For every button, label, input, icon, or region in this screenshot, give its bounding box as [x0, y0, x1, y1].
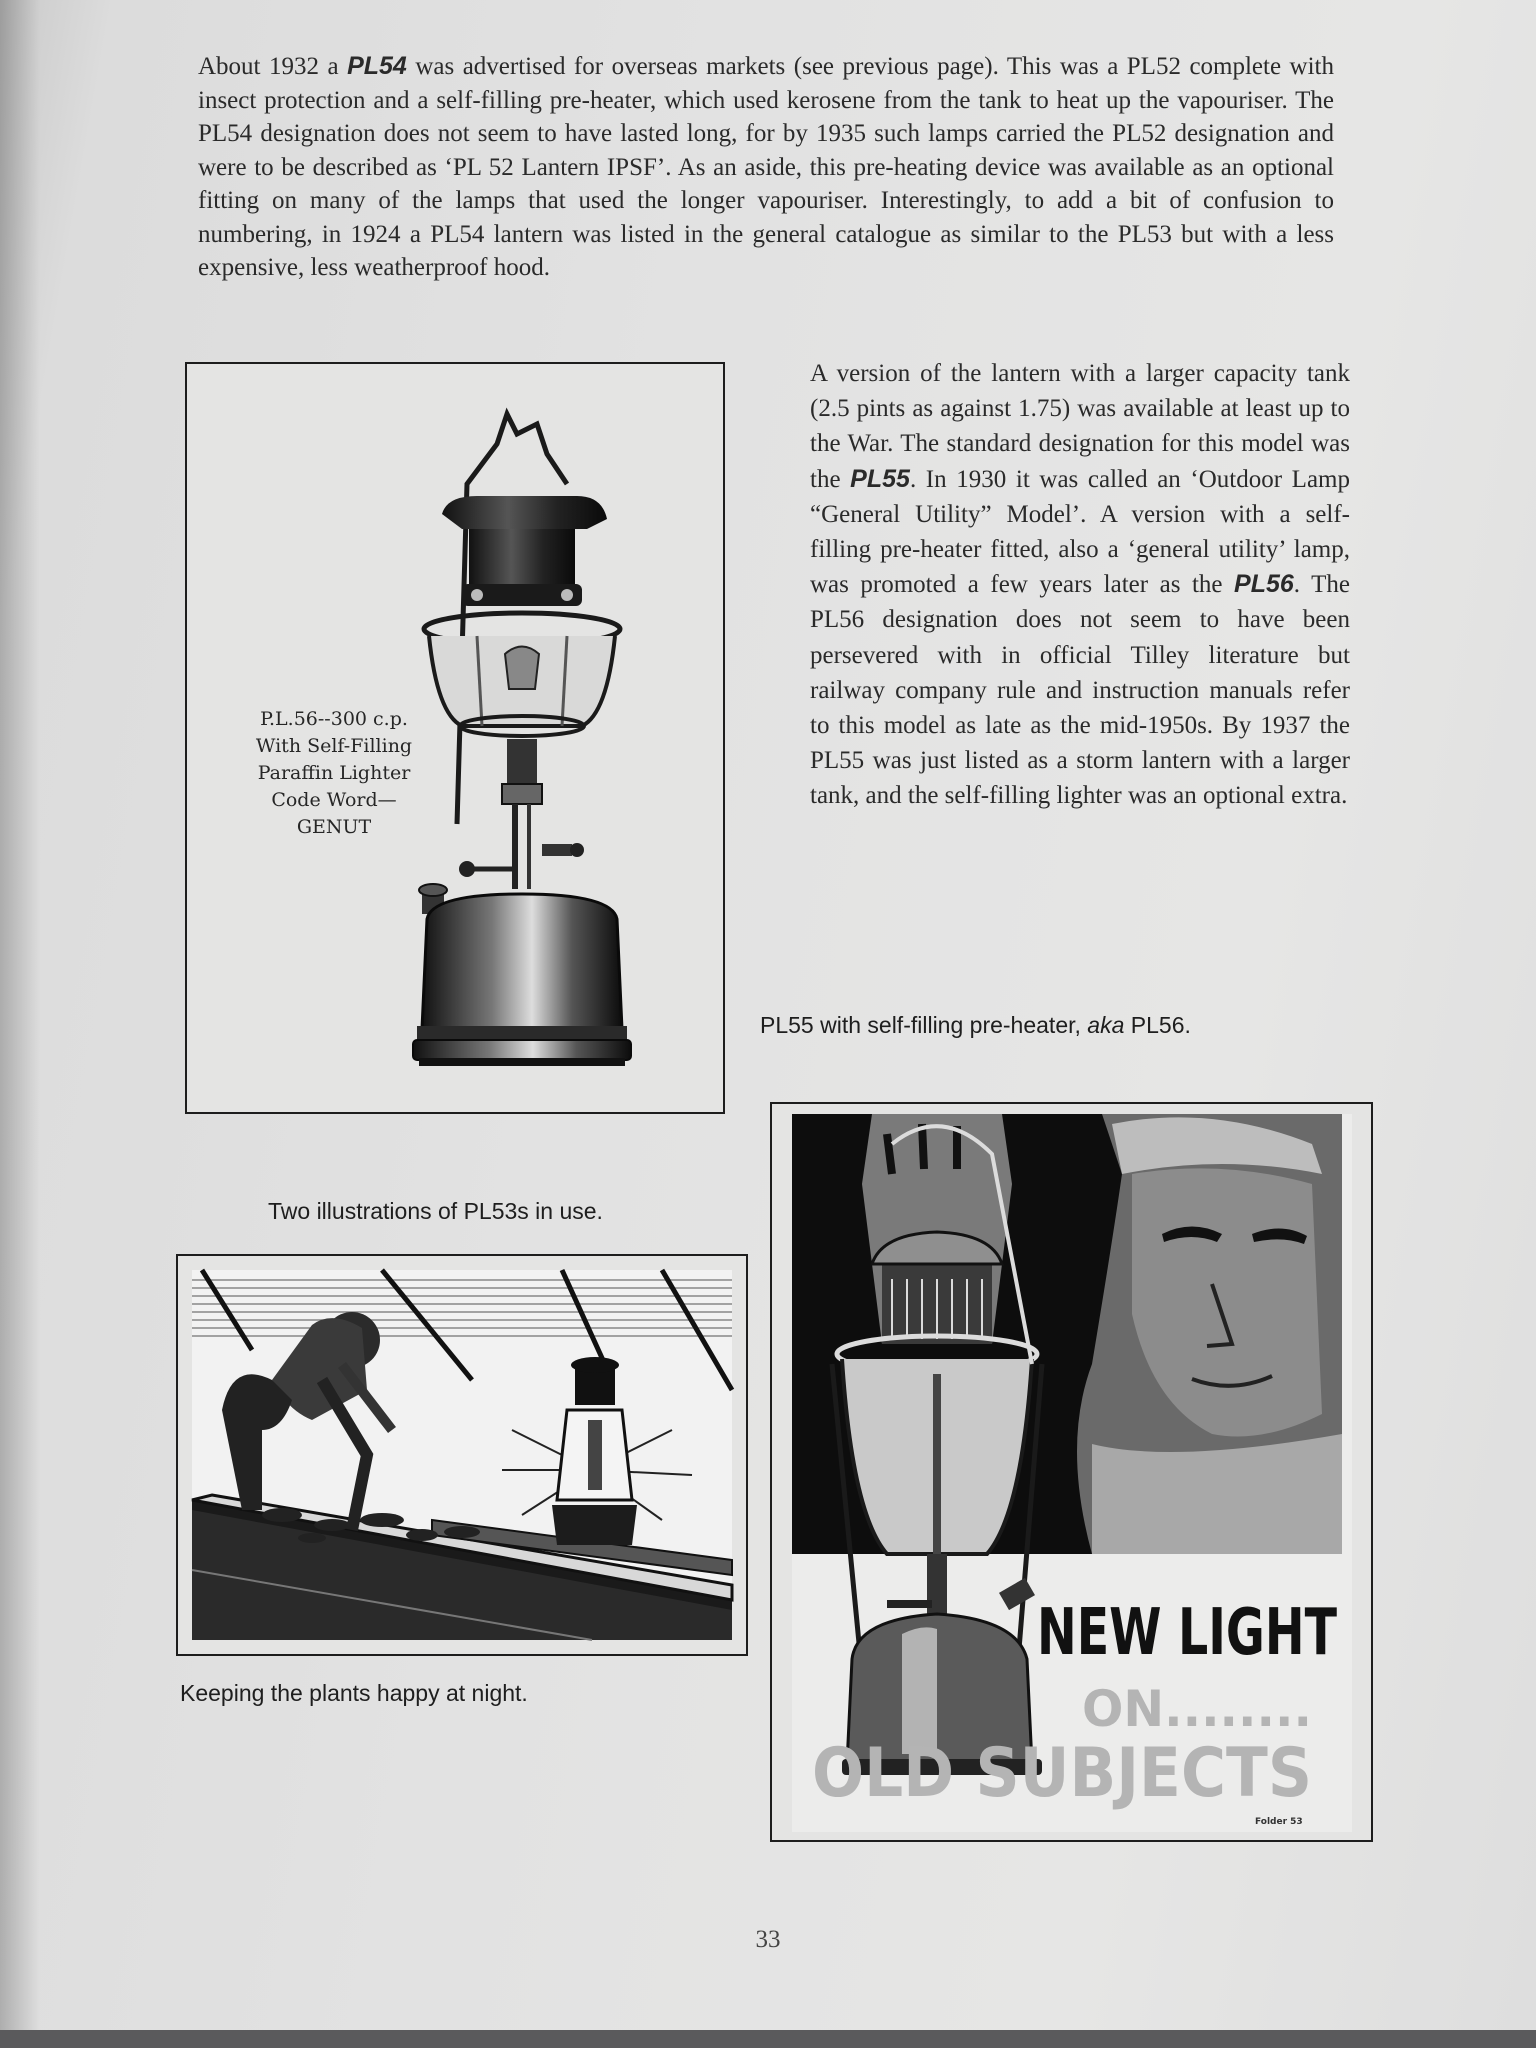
pl55-text-1: A version of the lantern with a larger capacity tank (2.5 pints as against 1.75) was available at least up to the War. The standard designation for this model was the	[810, 360, 1350, 493]
pl55-text-3: . The PL56 designation does not seem to have been persevered with in official Tilley literature but railway company rule and instruction manuals refer to this model as late as the mid-1950s. By 1937 the PL55 was just listed as a storm lantern with a larger tank, and the self-filling lighter was an optional extra.	[810, 571, 1350, 810]
poster-subjects: OLD SUBJECTS	[812, 1734, 1312, 1813]
ad-line-feature: With Self-Filling	[255, 735, 413, 757]
intro-body: was advertised for overseas markets (see previous page). This was a PL52 complete with insect protection and a self-filling pre-heater, which used kerosene from the tank to heat up the vapouriser. The PL54 designation does not seem to have lasted long, for by 1935 such lamps carried the PL52 designation and were to be described as ‘PL 52 Lantern IPSF’. As an aside, this pre-heating device was available as an optional fitting on many of the lamps that used the longer vapouriser. Interestingly, to add a bit of confusion to numbering, in 1924 a PL54 lantern was listed in the general catalogue as similar to the PL53 but with a less expensive, less weatherproof hood.	[198, 53, 1335, 281]
ad-line-lighter: Paraffin Lighter	[257, 762, 411, 784]
lantern-illustration	[417, 404, 677, 1074]
model-pl55: PL55	[850, 464, 910, 493]
catalogue-ad-box	[185, 362, 725, 1114]
model-pl54: PL54	[347, 52, 407, 80]
catalogue-ad-label	[229, 706, 439, 841]
poster-box	[770, 1102, 1373, 1842]
greenhouse-illustration-box	[176, 1254, 748, 1656]
poster-folder: Folder 53	[1255, 1817, 1303, 1827]
caption-pl55-aka: aka	[1087, 1012, 1125, 1038]
model-pl56: PL56	[1234, 570, 1294, 599]
ad-line-code: Code Word—	[271, 789, 397, 811]
intro-paragraph	[198, 50, 1334, 285]
intro-text: About 1932 a	[198, 53, 339, 80]
greenhouse-illustration	[192, 1270, 732, 1640]
pl55-text-2: . In 1930 it was called an ‘Outdoor Lamp “General Utility” Model’. A version with a self-filling pre-heater fitted, also a ‘general utility’ lamp, was promoted a few years later as the	[810, 465, 1350, 599]
poster-headline: NEW LIGHT	[1037, 1596, 1338, 1670]
caption-pl55-model: PL56.	[1130, 1012, 1191, 1038]
poster-on: ON........	[1082, 1680, 1312, 1738]
ad-line-codeword: GENUT	[296, 816, 372, 838]
ad-line-model: P.L.56--300 c.p.	[260, 708, 408, 730]
caption-pl55	[760, 1012, 1191, 1039]
pl55-paragraph	[810, 356, 1350, 814]
caption-two-illustrations: Two illustrations of PL53s in use.	[268, 1198, 603, 1224]
page-number: 33	[755, 1926, 781, 1953]
poster-illustration	[792, 1114, 1352, 1832]
caption-pl55-text: PL55 with self-filling pre-heater,	[760, 1012, 1081, 1038]
caption-plants: Keeping the plants happy at night.	[180, 1680, 528, 1706]
page-binding-shadow	[0, 0, 40, 2030]
